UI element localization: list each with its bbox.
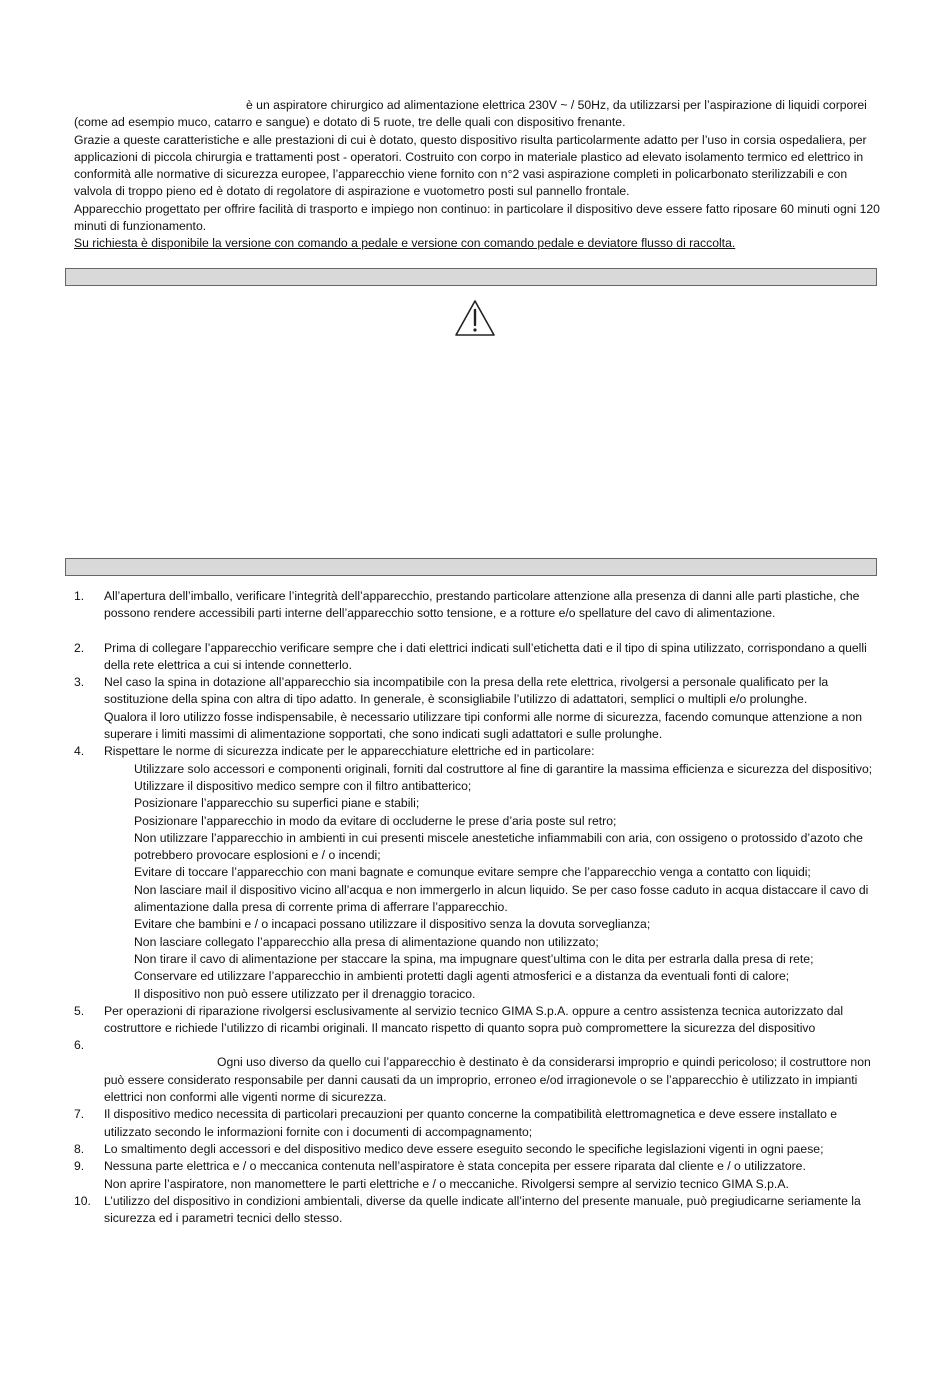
sub-item: Utilizzare il dispositivo medico sempre con il filtro antibatterico; — [134, 778, 472, 793]
sub-item: Il dispositivo non può essere utilizzato per il drenaggio toracico. — [134, 986, 476, 1001]
list-text: Ogni uso diverso da quello cui l’apparecchio è destinato è da considerarsi improprio e quindi pericoloso; il costruttore non può essere considerato responsabile per danni causati da un improprio, erroneo e/od irragionevole o se l’apparecchio è utilizzato in impianti elettrici non conformi alle vigenti norme di sicurezza. — [104, 1055, 871, 1105]
list-item — [74, 1003, 880, 1038]
list-text: Non aprire l’aspiratore, non manomettere le parti elettriche e / o meccaniche. Rivolgersi sempre al servizio tecnico GIMA S.p.A. — [104, 1176, 789, 1191]
list-number: 6. — [74, 1038, 85, 1053]
sub-item: Non utilizzare l’apparecchio in ambienti in cui presenti miscele anestetiche infiammabili con aria, con ossigeno o protossido d’azoto che potrebbero provocare esplosioni e / o incendi; — [134, 830, 863, 863]
intro-paragraph-1: è un aspiratore chirurgico ad alimentazione elettrica 230V ~ / 50Hz, da utilizzarsi per l’aspirazione di liquidi corporei (come ad esempio muco, catarro e sangue) e dotato di 5 ruote, tre delle quali con dispositivo frenante. — [74, 98, 867, 130]
warning-triangle-icon — [454, 299, 496, 337]
list-number: 4. — [74, 744, 85, 759]
list-text: Il dispositivo medico necessita di particolari precauzioni per quanto concerne la compatibilità elettromagnetica e deve essere installato e utilizzato secondo le informazioni fornite con i documenti di accompagnamento; — [104, 1107, 838, 1139]
safety-list — [74, 588, 880, 1227]
sub-item: Conservare ed utilizzare l’apparecchio in ambienti protetti dagli agenti atmosferici e a distanza da eventuali fonti di calore; — [134, 969, 790, 984]
list-text: Lo smaltimento degli accessori e del dispositivo medico deve essere eseguito secondo le specifiche legislazioni vigenti in ogni paese; — [104, 1141, 824, 1156]
list-number: 1. — [74, 589, 85, 603]
list-text: Nessuna parte elettrica e / o meccanica contenuta nell’aspiratore è stata concepita per essere riparata dal cliente e / o utilizzatore. — [104, 1159, 806, 1174]
list-text: Prima di collegare l’apparecchio verificare sempre che i dati elettrici indicati sull’etichetta dati e il tipo di spina utilizzato, corrispondano a quelli della rete elettrica a cui si intende connetterlo. — [104, 640, 867, 672]
list-item — [74, 1037, 880, 1106]
section-header-bar — [65, 268, 877, 286]
intro-paragraph-3: Apparecchio progettato per offrire facilità di trasporto e impiego non continuo: in particolare il dispositivo deve essere fatto riposare 60 minuti ogni 120 minuti di funzionamento. — [74, 201, 880, 234]
list-number: 2. — [74, 640, 85, 655]
intro-paragraph-4: Su richiesta è disponibile la versione con comando a pedale e versione con comando pedale e deviatore flusso di raccolta. — [74, 236, 736, 251]
list-item — [74, 640, 880, 675]
sub-item: Evitare che bambini e / o incapaci possano utilizzare il dispositivo senza la dovuta sorveglianza; — [134, 917, 651, 932]
sub-item: Utilizzare solo accessori e componenti originali, forniti dal costruttore al fine di garantire la massima efficienza e sicurezza del dispositivo; — [134, 761, 873, 776]
list-item — [74, 743, 880, 1002]
sub-item: Posizionare l’apparecchio su superfici piane e stabili; — [134, 796, 420, 811]
list-text: Per operazioni di riparazione rivolgersi esclusivamente al servizio tecnico GIMA S.p.A. oppure a centro assistenza tecnica autorizzato dal costruttore e richiede l’utilizzo di ricambi originali. Il mancato rispetto di quanto sopra può compromettere la sicurezza del dispositivo — [104, 1003, 844, 1036]
sub-item: Non lasciare collegato l’apparecchio alla presa di alimentazione quando non utilizzato; — [134, 934, 599, 949]
intro-paragraph-2: Grazie a queste caratteristiche e alle prestazioni di cui è dotato, questo dispositivo risulta particolarmente adatto per l’uso in corsia ospedaliera, per applicazioni di piccola chirurgia e trattamenti post - operatori. Costruito con corpo in materiale plastico ad elevato isolamento termico ed elettrico in conformità alle normative di sicurezza europee, l’apparecchio viene fornito con n°2 vasi aspirazione completi in policarbonato sterilizzabili e con valvola di troppo pieno ed è dotato di regolatore di aspirazione e vuotometro posti sul pannello frontale. — [74, 132, 867, 199]
list-number: 8. — [74, 1141, 85, 1156]
list-text: L’utilizzo del dispositivo in condizioni ambientali, diverse da quelle indicate all’interno del presente manuale, può pregiudicarne seriamente la sicurezza ed i parametri tecnici dello stesso. — [104, 1193, 861, 1226]
section-header-bar-2 — [65, 558, 877, 576]
list-item — [74, 674, 880, 743]
list-text: Rispettare le norme di sicurezza indicate per le apparecchiature elettriche ed in particolare: — [104, 744, 595, 759]
list-text: All’apertura dell’imballo, verificare l’integrità dell’apparecchio, prestando particolare attenzione alla presenza di danni alle parti plastiche, che possono rendere accessibili parti interne dell’apparecchio sotto tensione, e a rotture e/o spellature del cavo di alimentazione. — [104, 589, 860, 621]
sub-item: Posizionare l’apparecchio in modo da evitare di occluderne le prese d’aria poste sul retro; — [134, 813, 617, 828]
sub-list — [104, 761, 880, 1003]
list-item — [74, 1193, 880, 1228]
list-number: 9. — [74, 1159, 85, 1174]
list-number: 10. — [74, 1193, 91, 1208]
intro-section — [74, 97, 880, 253]
list-item — [74, 1141, 880, 1158]
sub-item: Non tirare il cavo di alimentazione per staccare la spina, ma impugnare quest’ultima con le dita per estrarla dalla presa di rete; — [134, 951, 814, 966]
list-number: 3. — [74, 675, 85, 690]
sub-item: Non lasciare mail il dispositivo vicino all’acqua e non immergerlo in alcun liquido. Se per caso fosse caduto in acqua distaccare il cavo di alimentazione dalla presa di corrente prima di afferrare l’apparecchio. — [134, 882, 869, 915]
list-text: Qualora il loro utilizzo fosse indispensabile, è necessario utilizzare tipi conformi alle norme di sicurezza, facendo comunque attenzione a non superare i limiti massimi di alimentazione sopportati, che sono indicati sugli adattatori e sulle prolunghe. — [104, 709, 863, 742]
list-text: Nel caso la spina in dotazione all’apparecchio sia incompatibile con la presa della rete elettrica, rivolgersi a personale qualificato per la sostituzione della spina con altra di tipo adatto. In generale, è sconsigliabile l’utilizzo di adattatori, semplici o multipli e/o prolunghe. — [104, 675, 829, 707]
list-number: 5. — [74, 1003, 85, 1018]
list-item — [74, 1158, 880, 1193]
list-item — [74, 1106, 880, 1141]
list-item — [74, 588, 880, 623]
list-number: 7. — [74, 1107, 85, 1122]
sub-item: Evitare di toccare l’apparecchio con mani bagnate e comunque evitare sempre che l’apparecchio venga a contatto con liquidi; — [134, 865, 811, 880]
